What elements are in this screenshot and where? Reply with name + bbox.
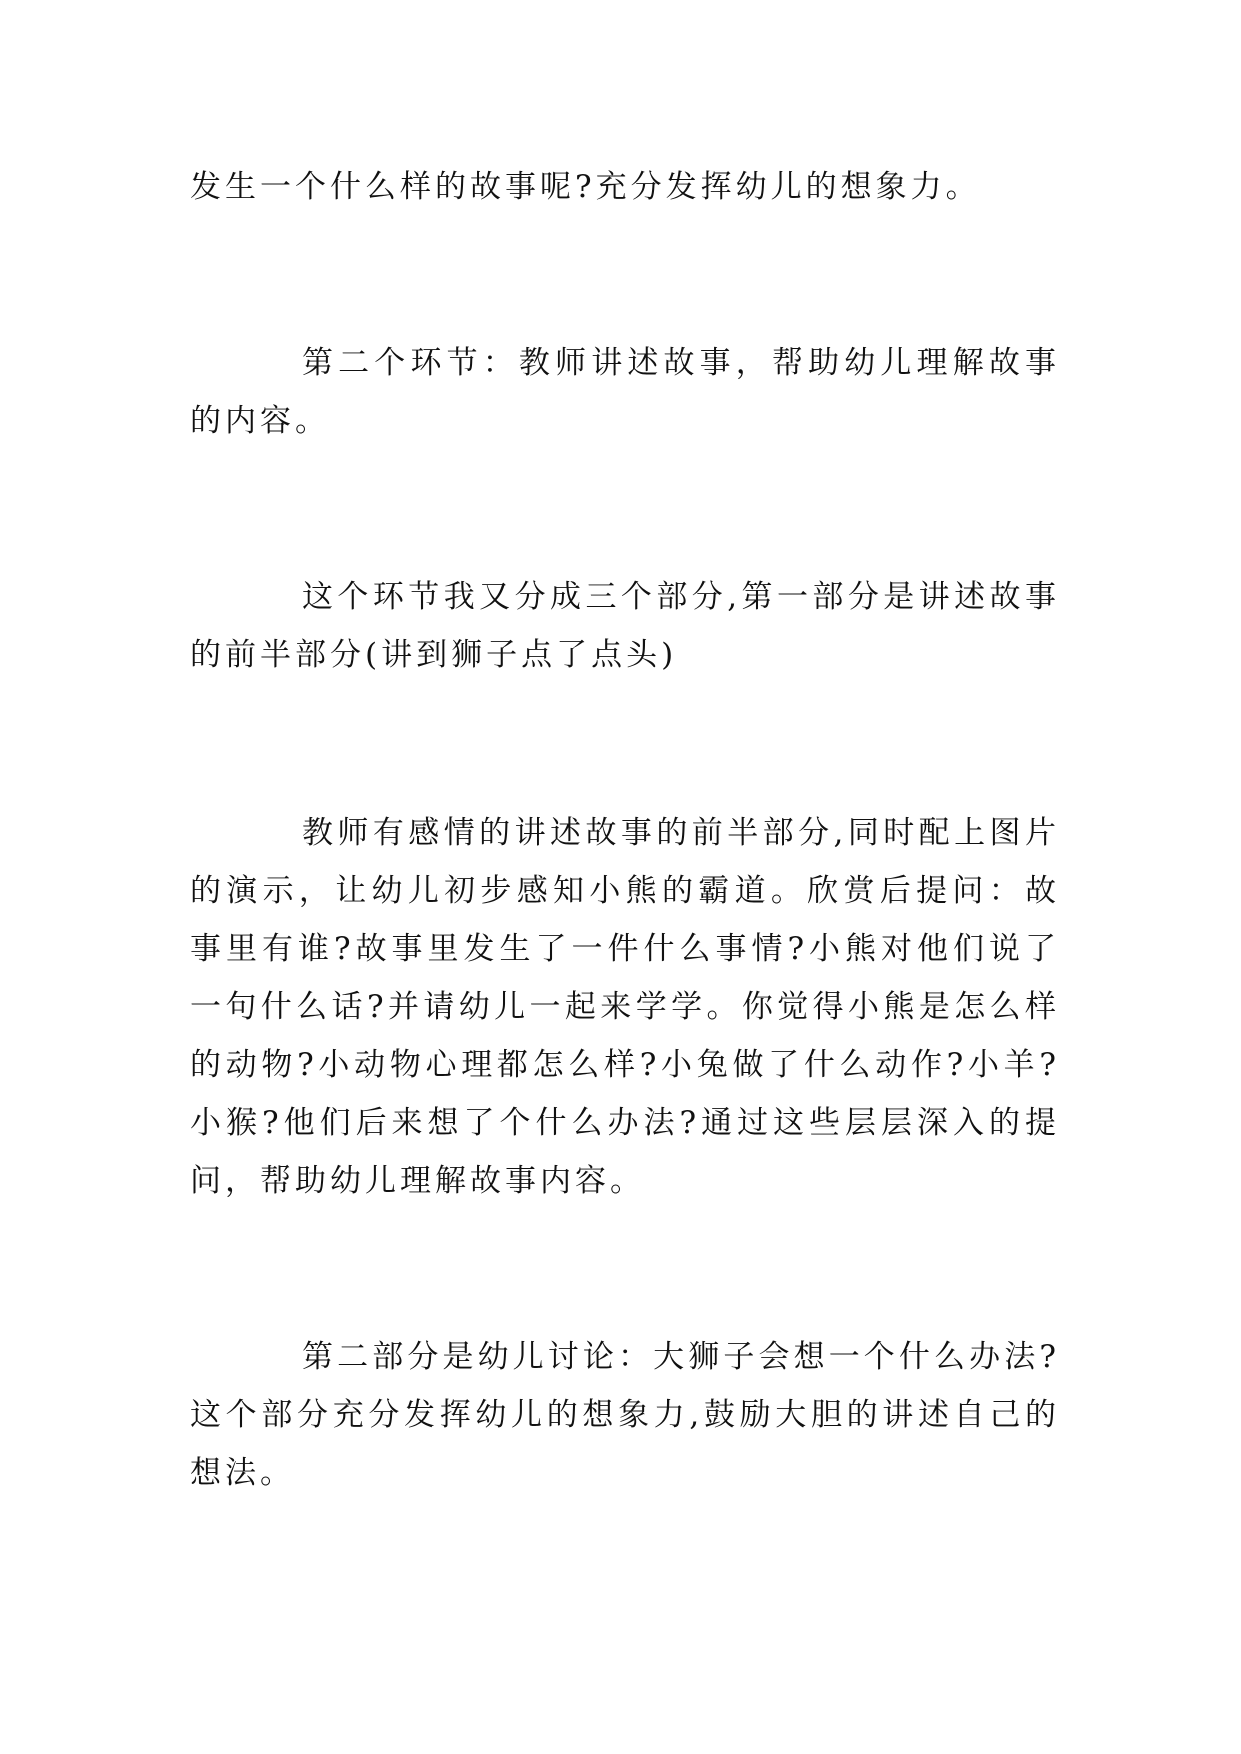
paragraph-continuation: 发生一个什么样的故事呢?充分发挥幼儿的想象力。 — [190, 169, 981, 205]
paragraph-second-section: 第二个环节：教师讲述故事，帮助幼儿理解故事的内容。 — [190, 345, 1060, 439]
paragraph-child-discussion: 第二部分是幼儿讨论：大狮子会想一个什么办法?这个部分充分发挥幼儿的想象力,鼓励大胆的讲述自己的想法。 — [190, 1339, 1060, 1491]
paragraph-three-parts: 这个环节我又分成三个部分,第一部分是讲述故事的前半部分(讲到狮子点了点头) — [190, 579, 1060, 673]
paragraph-teacher-narration: 教师有感情的讲述故事的前半部分,同时配上图片的演示，让幼儿初步感知小熊的霸道。欣赏后提问：故事里有谁?故事里发生了一件什么事情?小熊对他们说了一句什么话?并请幼儿一起来学学。你觉得小熊是怎么样的动物?小动物心理都怎么样?小兔做了什么动作?小羊?小猴?他们后来想了个什么办法?通过这些层层深入的提问，帮助幼儿理解故事内容。 — [190, 815, 1060, 1199]
